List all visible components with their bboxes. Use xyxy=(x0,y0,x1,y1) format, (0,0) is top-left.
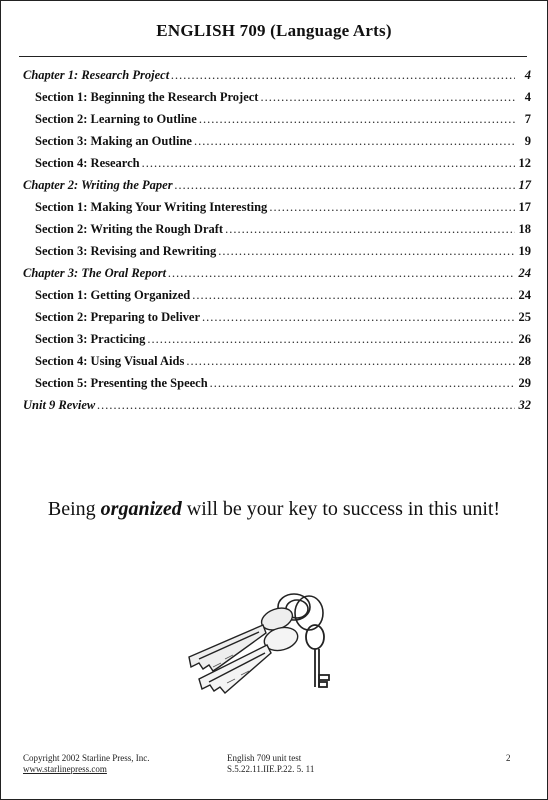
toc-leader-dots xyxy=(142,156,515,171)
toc-entry-page: 25 xyxy=(518,310,531,324)
toc-entry-label: Section 3: Revising and Rewriting xyxy=(35,244,217,258)
footer-middle xyxy=(227,753,314,775)
toc-entry-label: Chapter 2: Writing the Paper xyxy=(23,178,173,192)
toc-entry-page: 19 xyxy=(518,244,531,258)
toc-section-entry xyxy=(23,332,531,354)
toc-entry-label: Chapter 3: The Oral Report xyxy=(23,266,167,280)
motto-emphasis: organized xyxy=(100,498,182,520)
toc-leader-dots xyxy=(199,112,515,127)
page-number: 2 xyxy=(506,753,511,763)
toc-section-entry xyxy=(23,134,531,156)
copyright-text: Copyright 2002 Starline Press, Inc. xyxy=(23,753,150,763)
toc-entry-label: Section 2: Learning to Outline xyxy=(35,112,197,126)
title-divider xyxy=(19,56,527,57)
toc-leader-dots xyxy=(171,68,515,83)
table-of-contents xyxy=(23,68,531,420)
toc-entry-page: 9 xyxy=(524,134,531,148)
toc-section-entry xyxy=(23,288,531,310)
toc-entry-page: 7 xyxy=(524,112,531,126)
toc-entry-label: Section 2: Preparing to Deliver xyxy=(35,310,201,324)
toc-entry-label: Section 3: Making an Outline xyxy=(35,134,192,148)
toc-leader-dots xyxy=(210,376,515,391)
toc-entry-page: 29 xyxy=(518,376,531,390)
motto xyxy=(21,496,527,522)
document-title: ENGLISH 709 (Language Arts) xyxy=(156,21,392,40)
toc-chapter-entry xyxy=(23,266,531,288)
toc-section-entry xyxy=(23,156,531,178)
toc-entry-label: Section 1: Beginning the Research Project xyxy=(35,90,259,104)
toc-leader-dots xyxy=(202,310,515,325)
toc-leader-dots xyxy=(192,288,515,303)
motto-before: Being xyxy=(47,498,101,520)
toc-entry-page: 28 xyxy=(518,354,531,368)
toc-entry-label: Chapter 1: Research Project xyxy=(23,68,170,82)
toc-entry-label: Section 1: Making Your Writing Interesting xyxy=(35,200,268,214)
toc-chapter-entry xyxy=(23,398,531,420)
toc-section-entry xyxy=(23,222,531,244)
toc-section-entry xyxy=(23,354,531,376)
toc-leader-dots xyxy=(97,398,515,413)
toc-chapter-entry xyxy=(23,68,531,90)
toc-entry-page: 18 xyxy=(518,222,531,236)
toc-entry-page: 4 xyxy=(524,68,531,82)
toc-section-entry xyxy=(23,200,531,222)
toc-entry-page: 4 xyxy=(524,90,531,104)
toc-leader-dots xyxy=(175,178,515,193)
standards-code: S.5.22.11.IIE.P.22. 5. 11 xyxy=(227,764,315,774)
toc-entry-page: 32 xyxy=(518,398,531,412)
toc-leader-dots xyxy=(218,244,515,259)
test-label: English 709 unit test xyxy=(227,753,302,763)
toc-entry-label: Section 4: Research xyxy=(35,156,140,170)
toc-entry-page: 17 xyxy=(518,178,531,192)
toc-section-entry xyxy=(23,310,531,332)
toc-chapter-entry xyxy=(23,178,531,200)
toc-entry-page: 12 xyxy=(518,156,531,170)
motto-after: will be your key to success in this unit! xyxy=(181,498,501,520)
toc-entry-page: 24 xyxy=(518,266,531,280)
toc-entry-label: Section 1: Getting Organized xyxy=(35,288,191,302)
toc-entry-label: Section 3: Practicing xyxy=(35,332,146,346)
website-link[interactable]: www.starlinepress.com xyxy=(23,764,107,774)
toc-leader-dots xyxy=(186,354,515,369)
toc-leader-dots xyxy=(269,200,515,215)
toc-entry-label: Section 2: Writing the Rough Draft xyxy=(35,222,224,236)
toc-leader-dots xyxy=(260,90,515,105)
toc-section-entry xyxy=(23,112,531,134)
toc-section-entry xyxy=(23,244,531,266)
toc-leader-dots xyxy=(168,266,515,281)
toc-leader-dots xyxy=(194,134,515,149)
toc-entry-page: 26 xyxy=(518,332,531,346)
toc-entry-label: Unit 9 Review xyxy=(23,398,96,412)
toc-entry-label: Section 4: Using Visual Aids xyxy=(35,354,185,368)
toc-entry-page: 17 xyxy=(518,200,531,214)
toc-leader-dots xyxy=(147,332,515,347)
toc-leader-dots xyxy=(225,222,515,237)
toc-section-entry xyxy=(23,90,531,112)
toc-entry-label: Section 5: Presenting the Speech xyxy=(35,376,208,390)
keys-icon xyxy=(169,579,369,699)
toc-section-entry xyxy=(23,376,531,398)
footer-left xyxy=(23,753,150,775)
toc-entry-page: 24 xyxy=(518,288,531,302)
